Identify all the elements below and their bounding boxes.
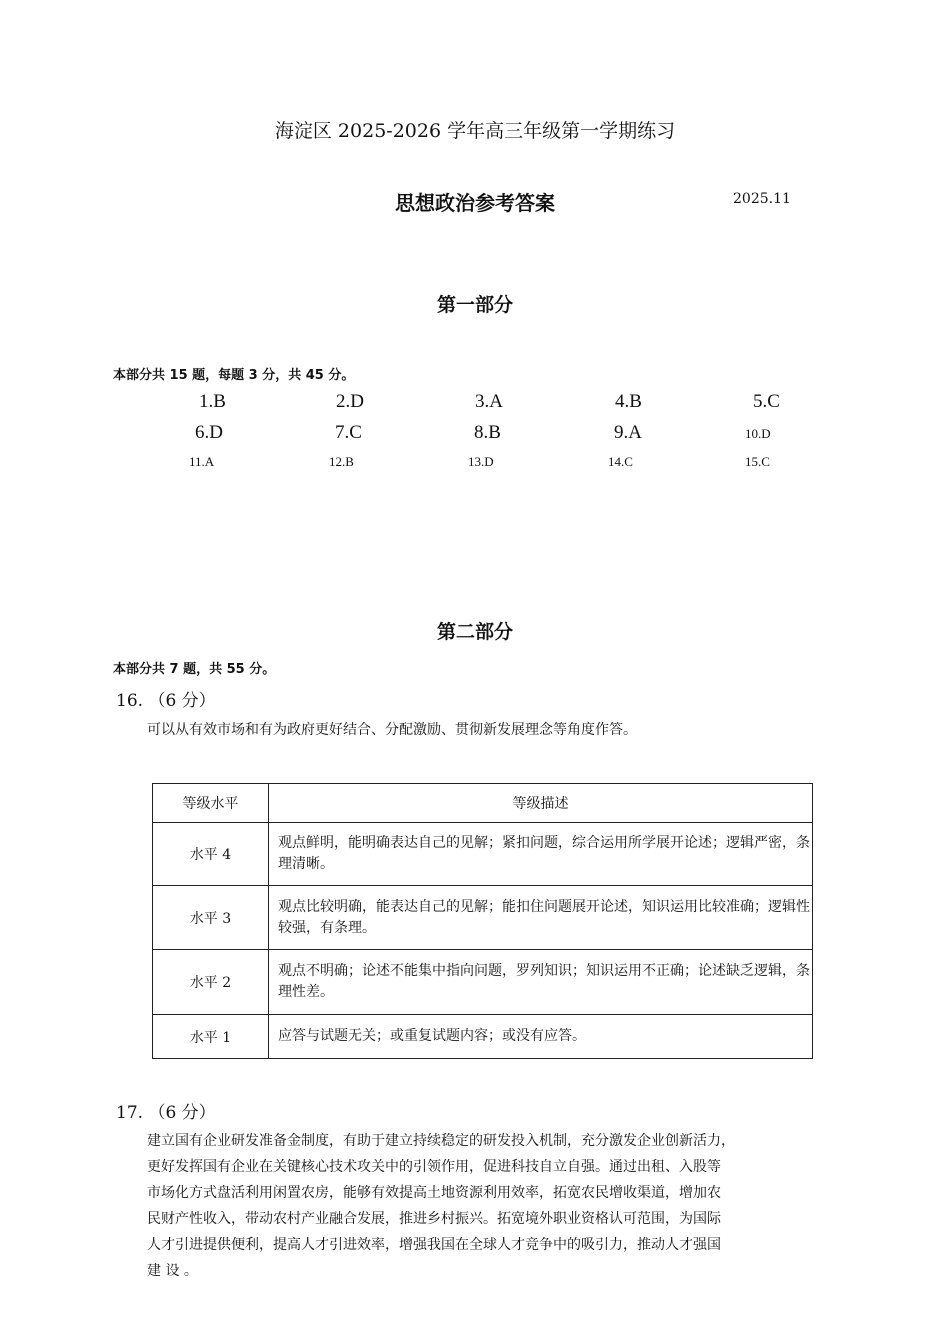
answer-item: 9.A [614, 422, 642, 443]
answer-line: 市场化方式盘活利用闲置农房，能够有效提高土地资源利用效率，拓宽农民增收渠道，增加农 [147, 1185, 721, 1201]
answer-line: 更好发挥国有企业在关键核心技术攻关中的引领作用，促进科技自立自强。通过出租、入股等 [147, 1159, 721, 1175]
answer-item: 15.C [745, 454, 770, 469]
question-16-hint: 可以从有效市场和有为政府更好结合、分配激励、贯彻新发展理念等角度作答。 [147, 722, 637, 738]
answer-line: 民财产性收入，带动农村产业融合发展，推进乡村振兴。拓宽境外职业资格认可范围，为国际 [147, 1211, 721, 1227]
part1-note: 本部分共 15 题，每题 3 分，共 45 分。 [113, 368, 355, 383]
answer-item: 10.D [745, 426, 771, 441]
answer-item: 4.B [615, 391, 642, 412]
answer-item: 7.C [335, 422, 362, 443]
table-cell-desc: 观点鲜明，能明确表达自己的见解；紧扣问题，综合运用所学展开论述；逻辑严密，条理清晰。 [269, 823, 813, 886]
table-row [153, 823, 813, 886]
document-date: 2025.11 [733, 191, 791, 207]
part2-note: 本部分共 7 题，共 55 分。 [113, 662, 276, 677]
answer-item: 11.A [189, 454, 215, 469]
table-cell-desc: 观点不明确；论述不能集中指向问题，罗列知识；知识运用不正确；论述缺乏逻辑，条理性差。 [269, 950, 813, 1015]
part2-title: 第二部分 [436, 621, 513, 643]
table-header-desc: 等级描述 [269, 784, 813, 823]
table-header-row [153, 784, 813, 823]
table-header-level: 等级水平 [153, 784, 269, 823]
question-16-number: 16. （6 分） [116, 691, 216, 711]
table-cell-level: 水平 1 [153, 1015, 269, 1059]
table-cell-level: 水平 2 [153, 950, 269, 1015]
answer-line: 建立国有企业研发准备金制度，有助于建立持续稳定的研发投入机制，充分激发企业创新活力， [147, 1133, 735, 1149]
document-subtitle: 思想政治参考答案 [395, 191, 555, 215]
grading-table [152, 783, 813, 1059]
part1-title: 第一部分 [436, 294, 513, 316]
table-cell-level: 水平 4 [153, 823, 269, 886]
answer-line: 人才引进提供便利，提高人才引进效率，增强我国在全球人才竞争中的吸引力，推动人才强国 [147, 1237, 721, 1253]
answer-item: 12.B [329, 454, 354, 469]
answer-item: 1.B [199, 391, 226, 412]
page-title: 海淀区 2025-2026 学年高三年级第一学期练习 [274, 120, 676, 142]
table-cell-level: 水平 3 [153, 886, 269, 950]
answer-item: 8.B [474, 422, 501, 443]
answer-item: 14.C [608, 454, 633, 469]
table-cell-desc: 应答与试题无关；或重复试题内容；或没有应答。 [269, 1015, 813, 1059]
answer-item: 6.D [195, 422, 223, 443]
answer-item: 5.C [753, 391, 780, 412]
table-row [153, 1015, 813, 1059]
table-row [153, 886, 813, 950]
table-row [153, 950, 813, 1015]
table-cell-desc: 观点比较明确，能表达自己的见解；能扣住问题展开论述，知识运用比较准确；逻辑性较强，有条理。 [269, 886, 813, 950]
answer-item: 3.A [475, 391, 503, 412]
answer-line: 建 设 。 [147, 1263, 198, 1279]
answer-item: 2.D [336, 391, 364, 412]
question-17-answer [147, 1128, 841, 1284]
question-17-number: 17. （6 分） [116, 1103, 216, 1123]
answer-item: 13.D [468, 454, 494, 469]
